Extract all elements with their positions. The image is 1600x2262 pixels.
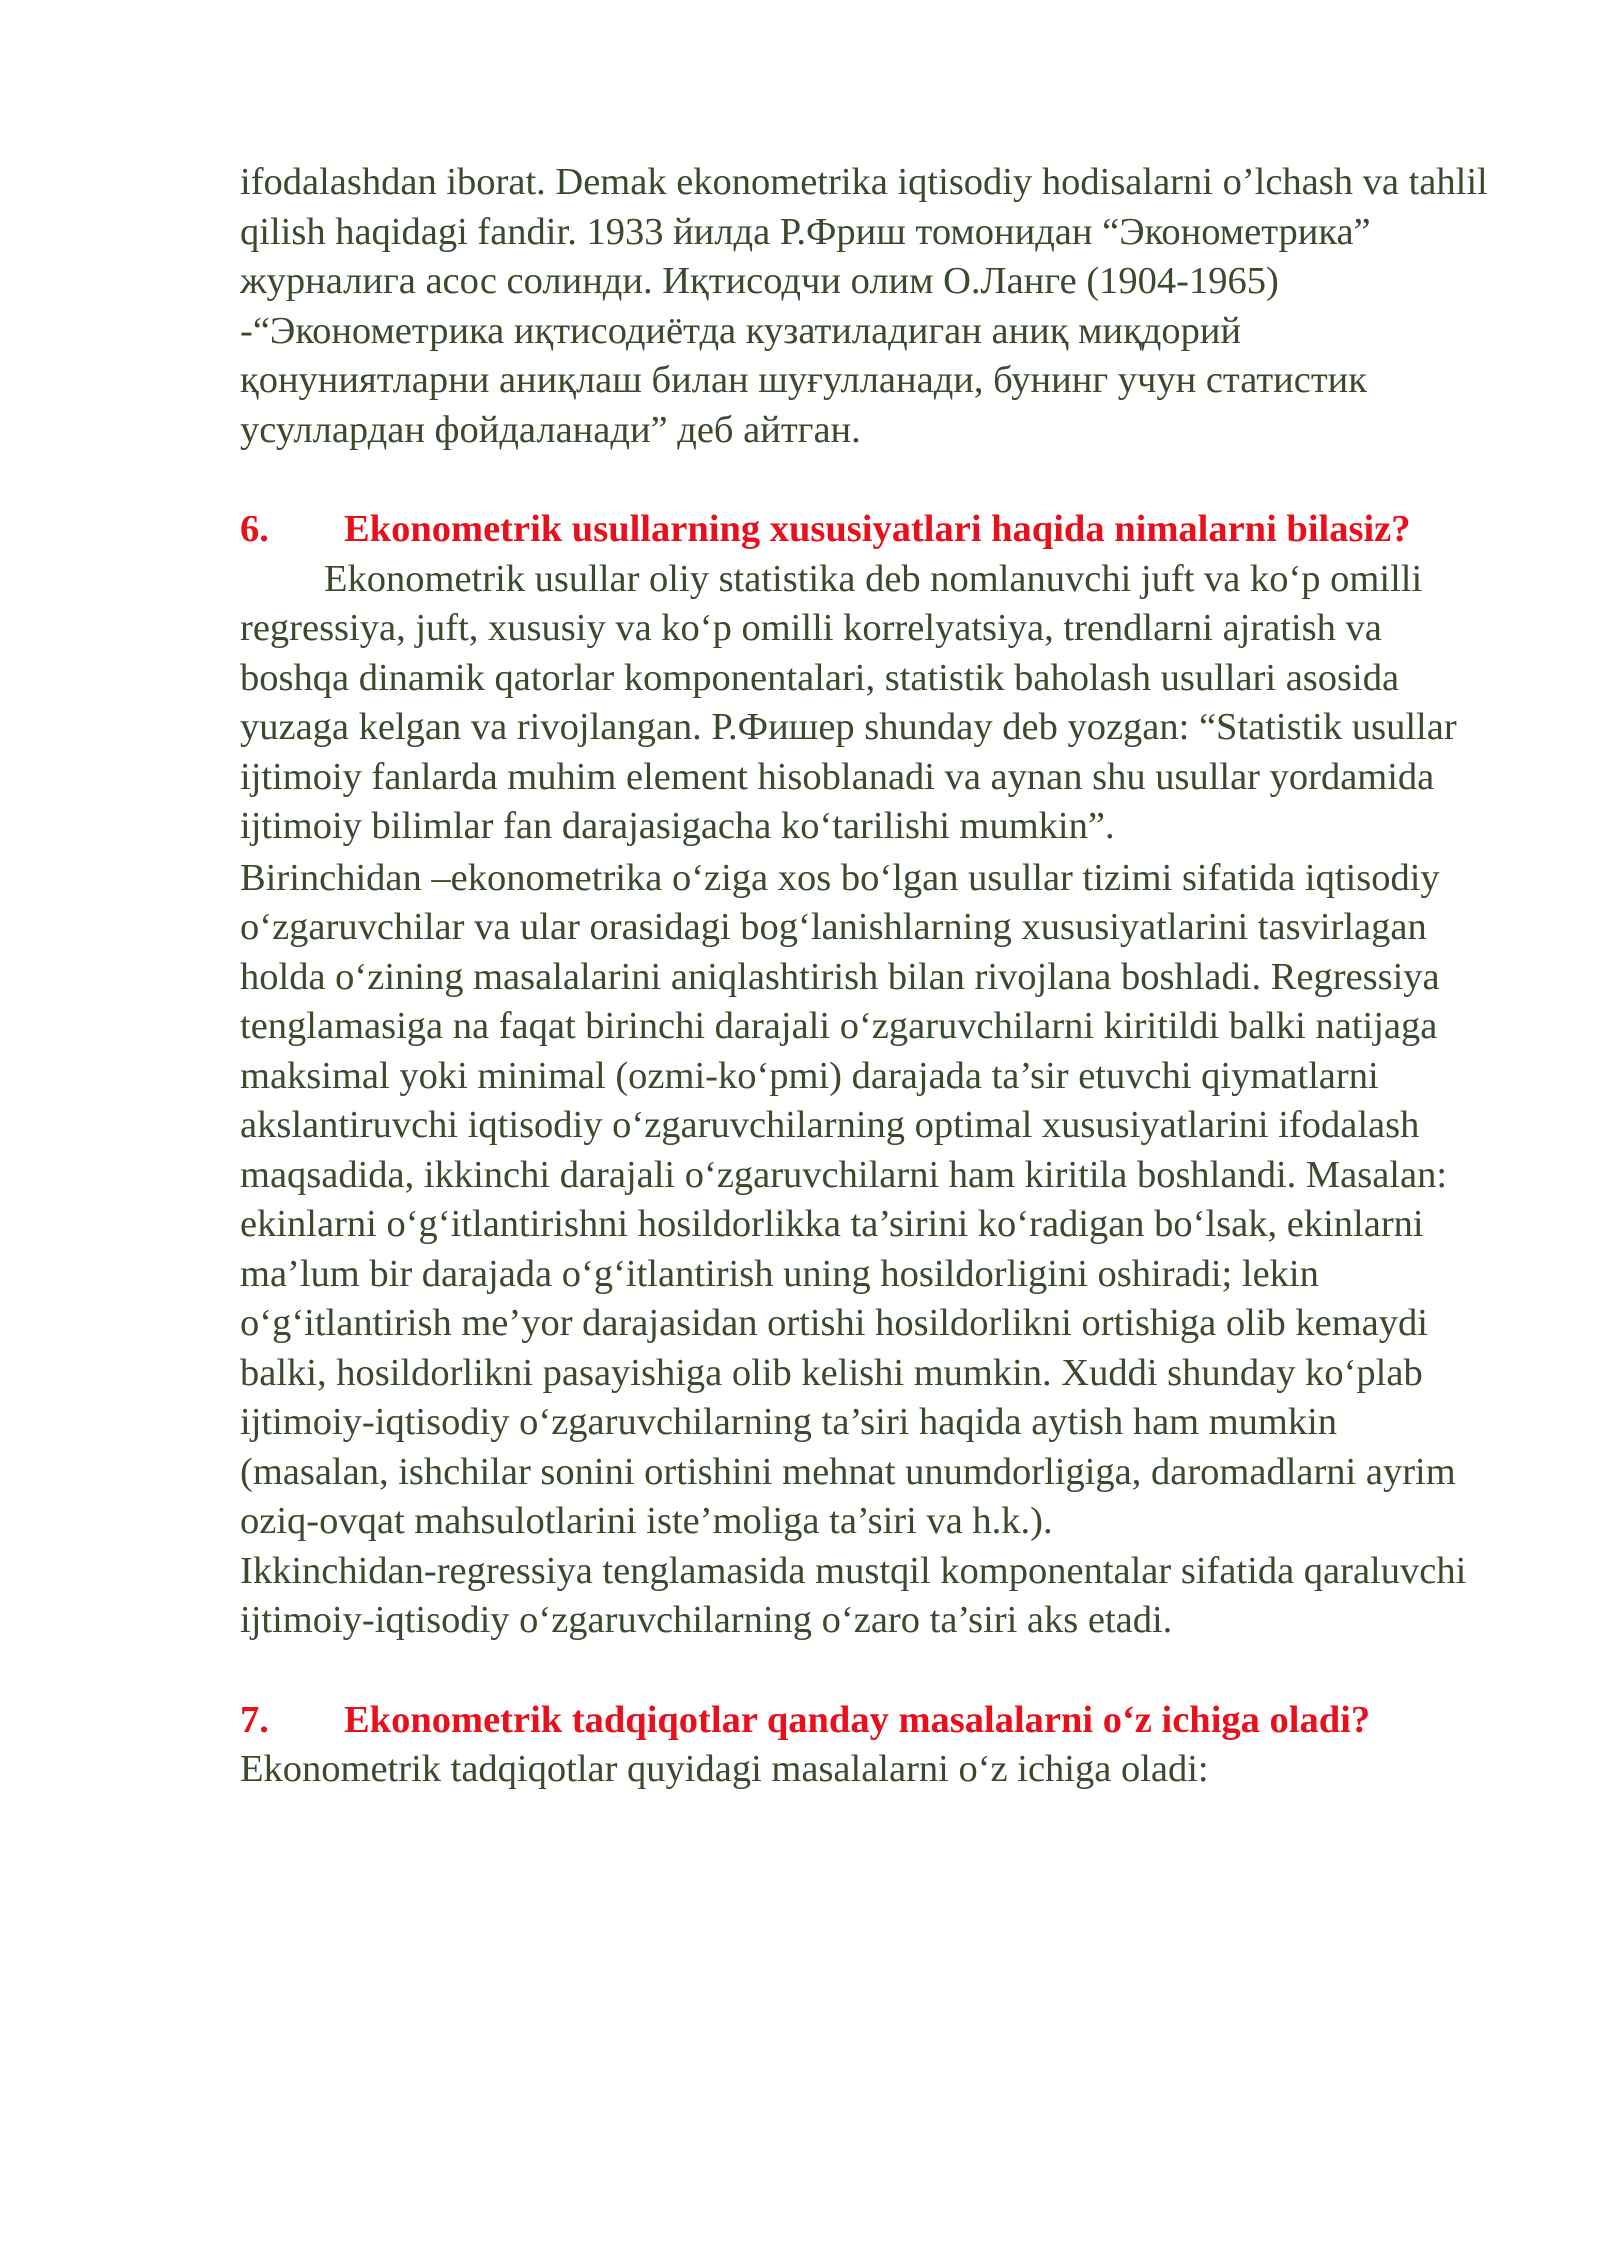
section-6-paragraph-1: Ekonometrik usullar oliy statistika deb nomlanuvchi juft va ko‘p omilli regressiya, juft, xususiy va ko‘p omilli korrelyatsiya, trendlarni ajratish va boshqa dinamik qatorlar komponentalari, statistik baholash usullari asosida yuzaga kelgan va rivojlangan. Р.Фишер shunday deb yozgan: “Statistik usullar ijtimoiy fanlarda muhim element hisoblanadi va aynan shu usullar yordamida ijtimoiy bilimlar fan darajasigacha ko‘tarilishi mumkin”. bbox=[240, 557, 1457, 847]
section-7-paragraph-1: Ekonometrik tadqiqotlar quyidagi masalalarni o‘z ichiga oladi: bbox=[240, 1748, 1209, 1790]
section-6-title: Ekonometrik usullarning xususiyatlari haqida nimalarni bilasiz? bbox=[344, 508, 1411, 550]
intro-paragraph: ifodalashdan iborat. Demak ekonometrika iqtisodiy hodisalarni o’lchash va tahlil qilish haqidagi fandir. 1933 йилда Р.Фриш томонидан “Эконометрика” журналига асос солинди. Иқтисодчи олим О.Ланге (1904-1965) -“Эконометрика иқтисодиётда кузатиладиган аниқ миқдорий қонуниятларни аниқлаш билан шуғулланади, бунинг учун статистик усуллардан фойдаланади” деб айтган. bbox=[240, 161, 1488, 451]
document-page bbox=[240, 158, 1490, 1795]
section-6-paragraph-3: Ikkinchidan-regressiya tenglamasida mustqil komponentalar sifatida qaraluvchi ijtimoiy-iqtisodiy o‘zgaruvchilarning o‘zaro ta’siri aks etadi. bbox=[240, 1549, 1467, 1641]
section-6-number: 6. bbox=[240, 508, 269, 550]
section-6-heading bbox=[240, 505, 1490, 555]
section-7-title: Ekonometrik tadqiqotlar qanday masalalarni o‘z ichiga oladi? bbox=[344, 1698, 1371, 1741]
section-7-number: 7. bbox=[240, 1698, 269, 1741]
section-6-paragraph-2: Birinchidan –ekonometrika o‘ziga xos bo‘lgan usullar tizimi sifatida iqtisodiy o‘zgaruvchilar va ular orasidagi bog‘lanishlarning xususiyatlarini tasvirlagan holda o‘zining masalalarini aniqlashtirish bilan rivojlana boshladi. Regressiya tenglamasiga na faqat birinchi darajali o‘zgaruvchilarni kiritildi balki natijaga maksimal yoki minimal (ozmi-ko‘pmi) darajada ta’sir etuvchi qiymatlarni akslantiruvchi iqtisodiy o‘zgaruvchilarning optimal xususiyatlarini ifodalash maqsadida, ikkinchi darajali o‘zgaruvchilarni ham kiritila boshlandi. Masalan: ekinlarni o‘g‘itlantirishni hosildorlikka ta’sirini ko‘radigan bo‘lsak, ekinlarni ma’lum bir darajada o‘g‘itlantirish uning hosildorligini oshiradi; lekin o‘g‘itlantirish me’yor darajasidan ortishi hosildorlikni ortishiga olib kemaydi balki, hosildorlikni pasayishiga olib kelishi mumkin. Xuddi shunday ko‘plab ijtimoiy-iqtisodiy o‘zgaruvchilarning ta’siri haqida aytish ham mumkin (masalan, ishchilar sonini ortishini mehnat unumdorligiga, daromadlarni ayrim oziq-ovqat mahsulotlarini iste’moliga ta’siri va h.k.). bbox=[240, 856, 1456, 1542]
section-7-heading bbox=[240, 1696, 1490, 1746]
